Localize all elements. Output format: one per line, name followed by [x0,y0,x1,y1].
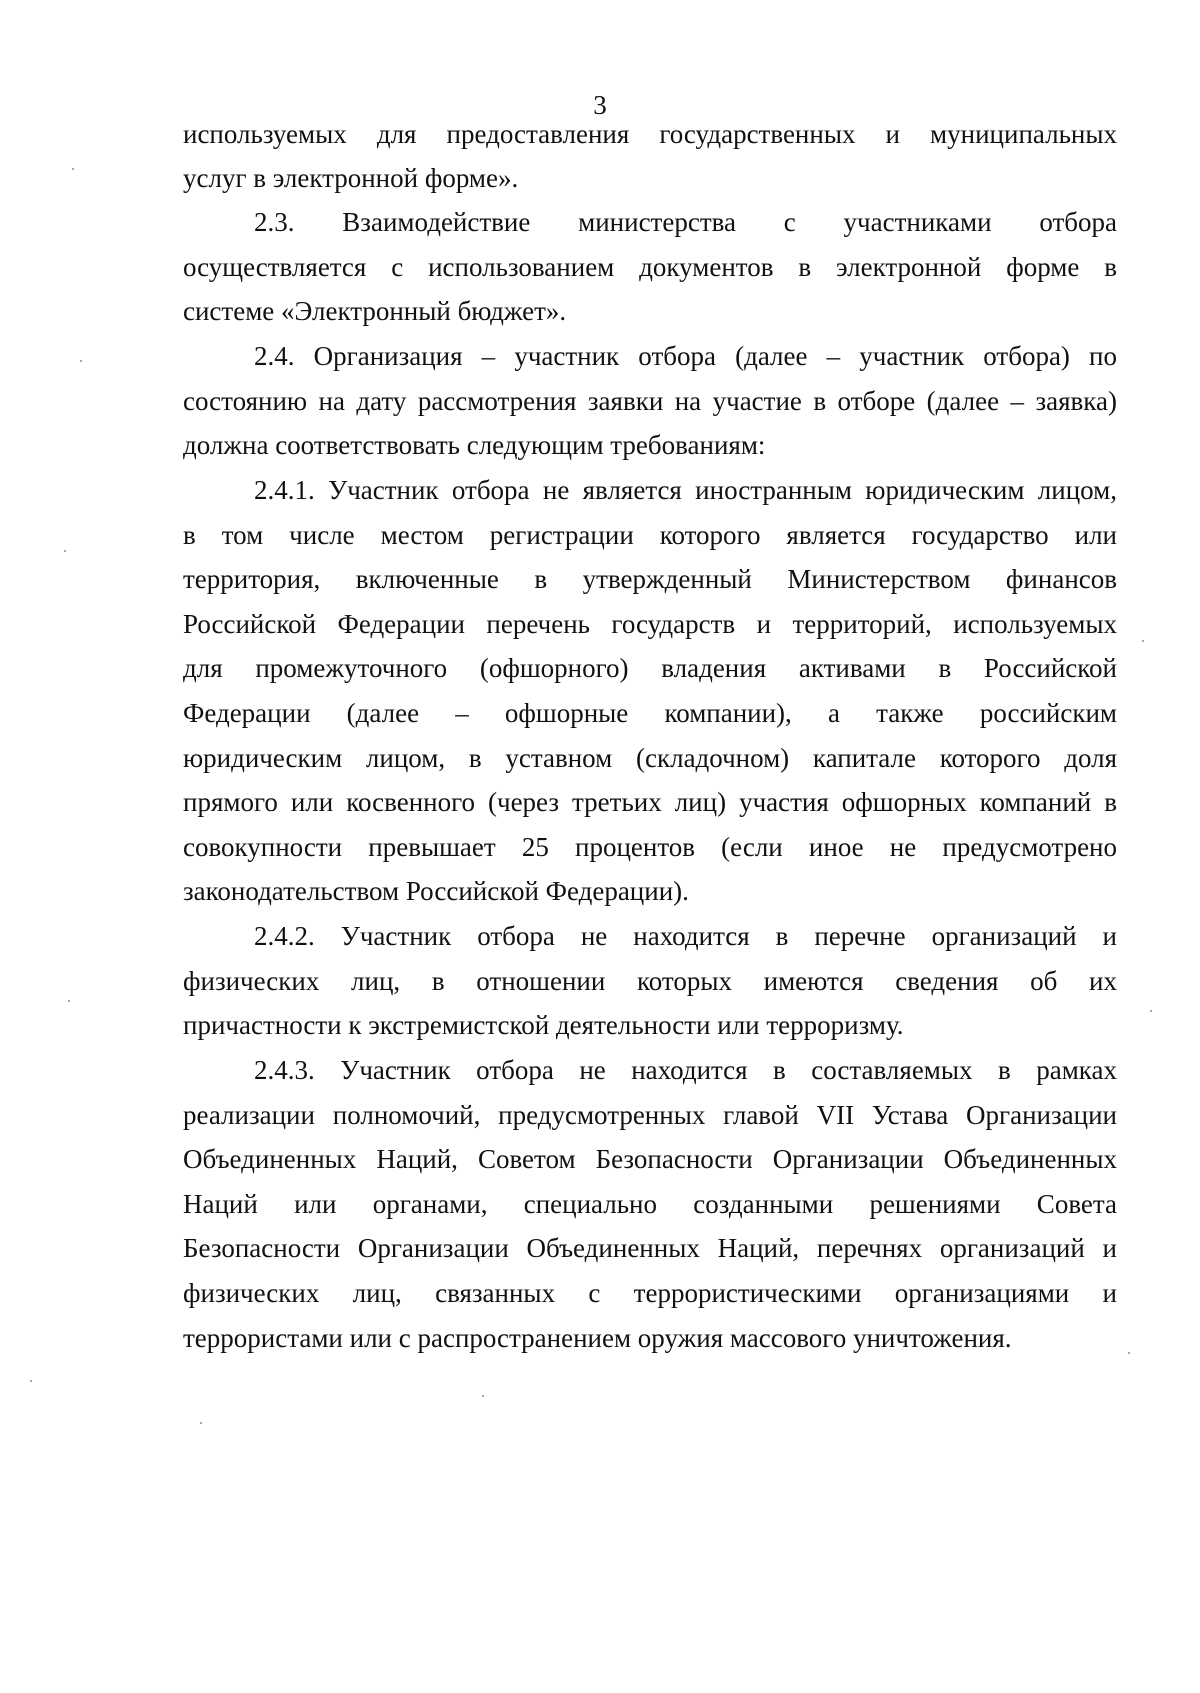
scan-speck [1128,1352,1130,1354]
text-line: Наций или органами, специально созданными решениями Совета [183,1189,1117,1219]
text-line: совокупности превышает 25 процентов (если иное не предусмотрено [183,832,1117,862]
text-line: в том числе местом регистрации которого является государство или [183,520,1117,550]
text-line: услуг в электронной форме». [183,163,519,193]
paragraph-start-line: 2.4.2. Участник отбора не находится в перечне организаций и [254,921,1117,951]
page-number: 3 [593,90,607,120]
text-line: системе «Электронный бюджет». [183,296,567,326]
paragraph-start-line: 2.4. Организация – участник отбора (далее – участник отбора) по [254,341,1117,371]
scan-speck [482,1395,484,1397]
text-line: Федерации (далее – офшорные компании), а также российским [183,698,1117,728]
text-line: физических лиц, связанных с террористическими организациями и [183,1278,1117,1308]
text-line: реализации полномочий, предусмотренных главой VII Устава Организации [183,1100,1117,1130]
text-line: причастности к экстремистской деятельности или терроризму. [183,1010,904,1040]
text-line: прямого или косвенного (через третьих лиц) участия офшорных компаний в [183,787,1117,817]
paragraph-start-line: 2.3. Взаимодействие министерства с участниками отбора [254,207,1117,237]
scan-speck [30,1380,32,1382]
text-line: юридическим лицом, в уставном (складочном) капитале которого доля [183,743,1117,773]
text-line: должна соответствовать следующим требованиям: [183,430,766,460]
scan-speck [200,1422,202,1424]
scan-speck [68,1000,70,1002]
text-line: Объединенных Наций, Советом Безопасности Организации Объединенных [183,1144,1117,1174]
text-line: физических лиц, в отношении которых имеются сведения об их [183,966,1117,996]
text-line: осуществляется с использованием документов в электронной форме в [183,252,1117,282]
text-line: Российской Федерации перечень государств и территорий, используемых [183,609,1117,639]
scan-speck [64,550,66,552]
text-line: Безопасности Организации Объединенных Наций, перечнях организаций и [183,1233,1117,1263]
text-line: территория, включенные в утвержденный Министерством финансов [183,564,1117,594]
text-line: состоянию на дату рассмотрения заявки на участие в отборе (далее – заявка) [183,386,1117,416]
paragraph-start-line: 2.4.3. Участник отбора не находится в составляемых в рамках [254,1055,1117,1085]
scan-speck [1142,640,1144,642]
scan-speck [72,168,74,170]
scan-speck [80,360,82,362]
text-line: законодательством Российской Федерации). [183,876,689,906]
text-line: используемых для предоставления государственных и муниципальных [183,119,1117,149]
text-line: для промежуточного (офшорного) владения активами в Российской [183,653,1117,683]
paragraph-start-line: 2.4.1. Участник отбора не является иностранным юридическим лицом, [254,475,1117,505]
text-line: террористами или с распространением оружия массового уничтожения. [183,1323,1012,1353]
scan-speck [1150,1010,1152,1012]
